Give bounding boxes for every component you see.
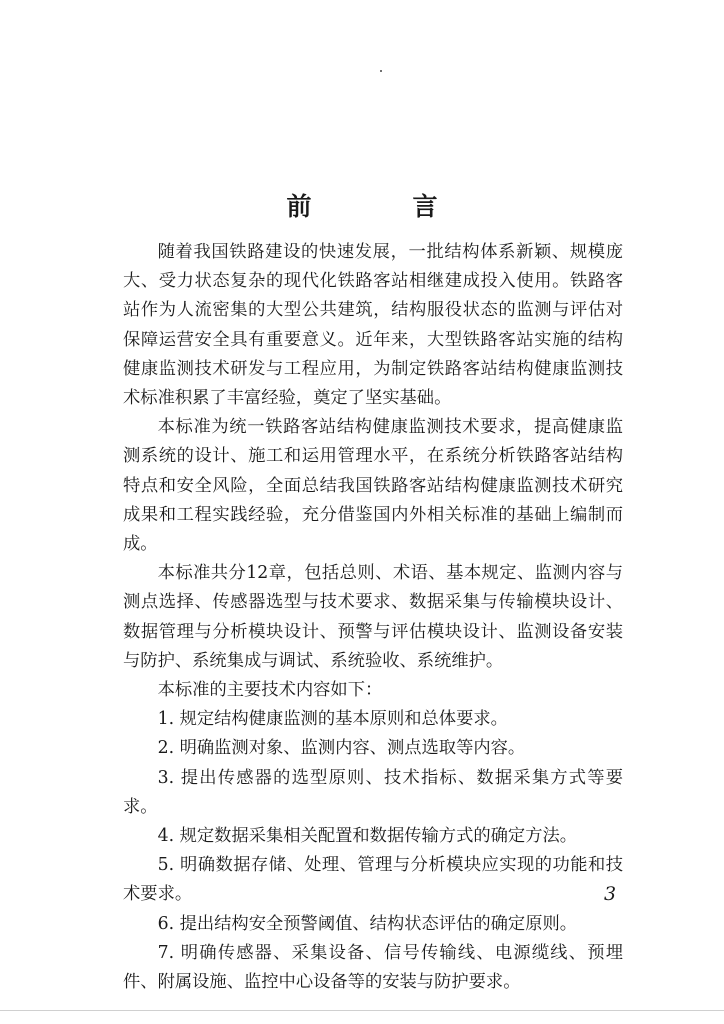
paragraph: 本标准的主要技术内容如下： bbox=[157, 680, 383, 701]
list-item: 1. 规定结构健康监测的基本原则和总体要求。 bbox=[157, 709, 508, 730]
list-item: 2. 明确监测对象、监测内容、测点选取等内容。 bbox=[157, 738, 526, 759]
list-item: 7. 明确传感器、采集设备、信号传输线、电源缆线、预埋件、附属设施、监控中心设备等的安装与防护要求。 bbox=[123, 942, 623, 993]
page-title: 前 言 bbox=[286, 192, 476, 221]
list-item: 3. 提出传感器的选型原则、技术指标、数据采集方式等要求。 bbox=[123, 767, 623, 817]
list-item: 5. 明确数据存储、处理、管理与分析模块应实现的功能和技术要求。 bbox=[123, 855, 623, 905]
paragraph: 随着我国铁路建设的快速发展，一批结构体系新颖、规模庞大、受力状态复杂的现代化铁路客站相继建成投入使用。铁路客站作为人流密集的大型公共建筑，结构服役状态的监测与评估对保障运营安全具有重要意义。近年来，大型铁路客站实施的结构健康监测技术研发与工程应用，为制定铁路客站结构健康监测技术标准积累了丰富经验，奠定了坚实基础。 bbox=[123, 242, 623, 409]
list-item: 4. 规定数据采集相关配置和数据传输方式的确定方法。 bbox=[157, 826, 578, 847]
scan-speck bbox=[380, 70, 382, 72]
paragraph: 本标准共分12章，包括总则、术语、基本规定、监测内容与测点选择、传感器选型与技术要求、数据采集与传输模块设计、数据管理与分析模块设计、预警与评估模块设计、监测设备安装与防护、系统集成与调试、系统验收、系统维护。 bbox=[123, 563, 623, 671]
list-item: 6. 提出结构安全预警阈值、结构状态评估的确定原则。 bbox=[157, 913, 578, 934]
paragraph: 本标准为统一铁路客站结构健康监测技术要求，提高健康监测系统的设计、施工和运用管理水平，在系统分析铁路客站结构特点和安全风险，全面总结我国铁路客站结构健康监测技术研究成果和工程实践经验，充分借鉴国内外相关标准的基础上编制而成。 bbox=[123, 417, 623, 555]
page-number: 3 bbox=[604, 883, 617, 905]
bottom-divider bbox=[0, 1010, 724, 1011]
preface-body bbox=[123, 238, 623, 997]
